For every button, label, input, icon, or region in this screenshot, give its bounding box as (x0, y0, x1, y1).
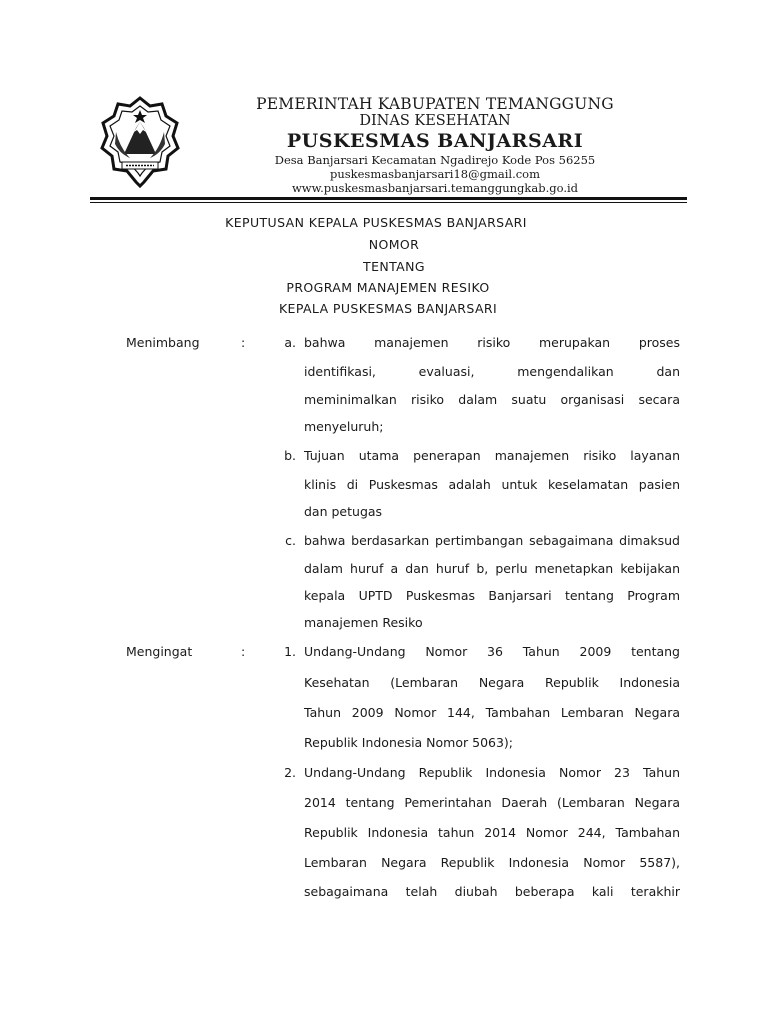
decree-number-label: NOMOR (368, 237, 420, 252)
item-marker: 2. (284, 765, 296, 780)
temanggung-regency-emblem-icon (100, 96, 180, 188)
letterhead-divider-thick (90, 197, 687, 200)
item-text-line: Tujuan utama penerapan manajemen risiko layanan (304, 448, 680, 463)
institution-name: PUSKESMAS BANJARSARI (286, 130, 584, 152)
item-text-line: Tahun 2009 Nomor 144, Tambahan Lembaran Negara (304, 705, 680, 720)
item-text-line: dan petugas (304, 504, 383, 519)
item-marker: 1. (284, 644, 296, 659)
decree-issuer: KEPALA PUSKESMAS BANJARSARI (278, 301, 498, 316)
section-colon: : (241, 335, 246, 350)
item-marker: b. (284, 448, 296, 463)
institution-email: puskesmasbanjarsari18@gmail.com (329, 167, 541, 181)
item-text-line: manajemen Resiko (304, 615, 423, 630)
section-label-mengingat: Mengingat (126, 644, 193, 659)
item-text-line: sebagaimana telah diubah beberapa kali terakhir (304, 884, 680, 899)
item-text-line: 2014 tentang Pemerintahan Daerah (Lembaran Negara (304, 795, 680, 810)
item-text-line: identifikasi, evaluasi, mengendalikan dan (304, 364, 680, 379)
item-marker: c. (285, 533, 296, 548)
government-name: PEMERINTAH KABUPATEN TEMANGGUNG (256, 95, 614, 113)
item-text-line: meminimalkan risiko dalam suatu organisasi secara (304, 392, 680, 407)
institution-address: Desa Banjarsari Kecamatan Ngadirejo Kode Pos 56255 (274, 153, 596, 167)
institution-website: www.puskesmasbanjarsari.temanggungkab.go.id (291, 181, 579, 195)
item-text-line: Undang-Undang Republik Indonesia Nomor 23 Tahun (304, 765, 680, 780)
item-text-line: Lembaran Negara Republik Indonesia Nomor 5587), (304, 855, 680, 870)
item-text-line: bahwa berdasarkan pertimbangan sebagaimana dimaksud (304, 533, 680, 548)
item-text-line: menyeluruh; (304, 419, 384, 434)
item-text-line: bahwa manajemen risiko merupakan proses (304, 335, 680, 350)
decree-title: KEPUTUSAN KEPALA PUSKESMAS BANJARSARI (225, 215, 527, 230)
item-text-line: dalam huruf a dan huruf b, perlu menetapkan kebijakan (304, 561, 680, 576)
section-label-menimbang: Menimbang (126, 335, 200, 350)
decree-subject: PROGRAM MANAJEMEN RESIKO (286, 280, 490, 295)
department-name: DINAS KESEHATAN (359, 113, 511, 129)
decree-about-label: TENTANG (363, 259, 425, 274)
item-text-line: kepala UPTD Puskesmas Banjarsari tentang Program (304, 588, 680, 603)
item-text-line: Undang-Undang Nomor 36 Tahun 2009 tentang (304, 644, 680, 659)
item-text-line: Republik Indonesia tahun 2014 Nomor 244, Tambahan (304, 825, 680, 840)
item-text-line: Kesehatan (Lembaran Negara Republik Indonesia (304, 675, 680, 690)
section-colon: : (241, 644, 246, 659)
item-text-line: Republik Indonesia Nomor 5063); (304, 735, 514, 750)
letterhead-divider-thin (90, 202, 687, 203)
item-text-line: klinis di Puskesmas adalah untuk keselamatan pasien (304, 477, 680, 492)
item-marker: a. (284, 335, 296, 350)
